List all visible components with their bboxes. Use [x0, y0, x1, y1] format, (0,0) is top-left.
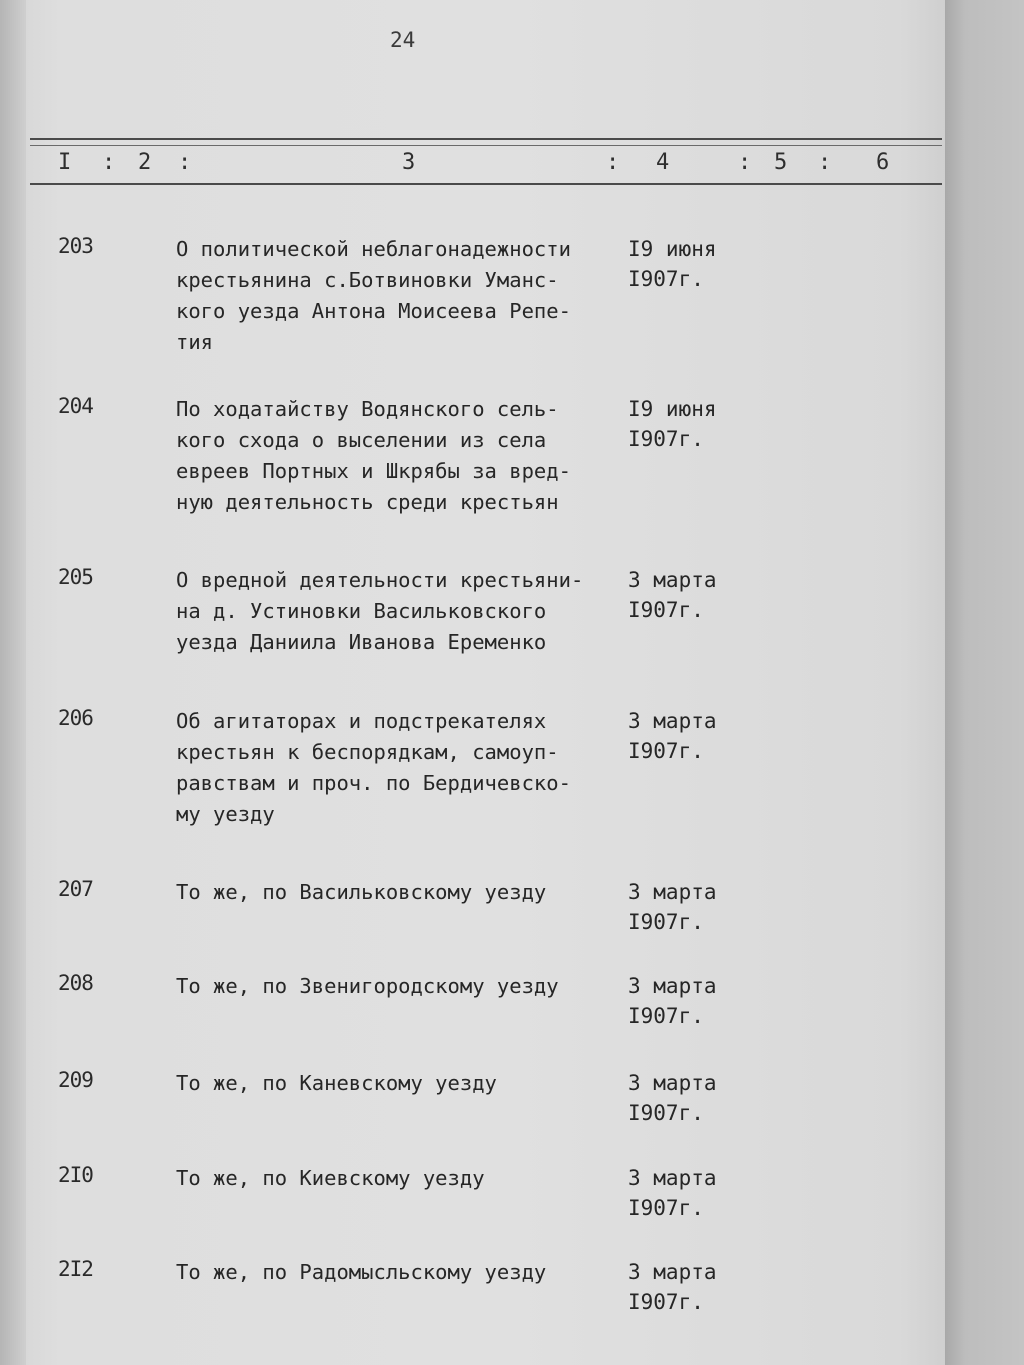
row-date: 3 марта I907г. [628, 568, 717, 622]
underlying-page-edge [945, 0, 1024, 1365]
row-number: 206 [58, 706, 93, 730]
header-col-6: 6 [876, 150, 890, 175]
row-date: 3 марта I907г. [628, 974, 717, 1028]
row-number: 205 [58, 565, 93, 589]
page-fold-shadow [0, 0, 26, 1365]
row-title: По ходатайству Водянского сель- кого схода о выселении из села евреев Портных и Шкрябы за вред- ную деятельность среди крестьян [176, 397, 571, 514]
header-rule-top [30, 138, 942, 140]
row-number: 203 [58, 234, 93, 258]
row-number: 204 [58, 394, 93, 418]
header-sep-5: : [818, 150, 832, 175]
row-date: 3 марта I907г. [628, 1260, 717, 1314]
row-number: 2I0 [58, 1163, 93, 1187]
row-date: 3 марта I907г. [628, 1071, 717, 1125]
header-rule-inner [30, 145, 942, 146]
header-sep-4: : [738, 150, 752, 175]
row-title: То же, по Звенигородскому уезду [176, 974, 559, 998]
bleed-through-text [180, 538, 191, 560]
row-title: То же, по Радомысльскому уезду [176, 1260, 547, 1284]
header-sep-3: : [606, 150, 620, 175]
row-title: О политической неблагонадежности крестьянина с.Ботвиновки Уманс- кого уезда Антона Моисеева Репе- тия [176, 237, 571, 354]
row-date: I9 июня I907г. [628, 397, 717, 451]
row-number: 208 [58, 971, 93, 995]
header-sep-1: : [102, 150, 116, 175]
header-col-3: 3 [402, 150, 416, 175]
row-date: I9 июня I907г. [628, 237, 717, 291]
row-title: О вредной деятельности крестьяни- на д. Устиновки Васильковского уезда Даниила Иванова Еременко [176, 568, 584, 654]
header-sep-2: : [178, 150, 192, 175]
header-col-5: 5 [774, 150, 788, 175]
row-title: То же, по Каневскому уезду [176, 1071, 497, 1095]
row-date: 3 марта I907г. [628, 709, 717, 763]
page-number: 24 [390, 28, 416, 52]
row-date: 3 марта I907г. [628, 880, 717, 934]
row-number: 209 [58, 1068, 93, 1092]
header-rule-bottom [30, 183, 942, 185]
row-title: То же, по Киевскому уезду [176, 1166, 485, 1190]
row-title: То же, по Васильковскому уезду [176, 880, 547, 904]
header-col-1: I [58, 150, 72, 175]
row-number: 207 [58, 877, 93, 901]
row-number: 2I2 [58, 1257, 93, 1281]
row-date: 3 марта I907г. [628, 1166, 717, 1220]
header-col-2: 2 [138, 150, 152, 175]
header-col-4: 4 [656, 150, 670, 175]
row-title: Об агитаторах и подстрекателях крестьян к беспорядкам, самоуп- равствам и проч. по Бердичевско- му уезду [176, 709, 571, 826]
